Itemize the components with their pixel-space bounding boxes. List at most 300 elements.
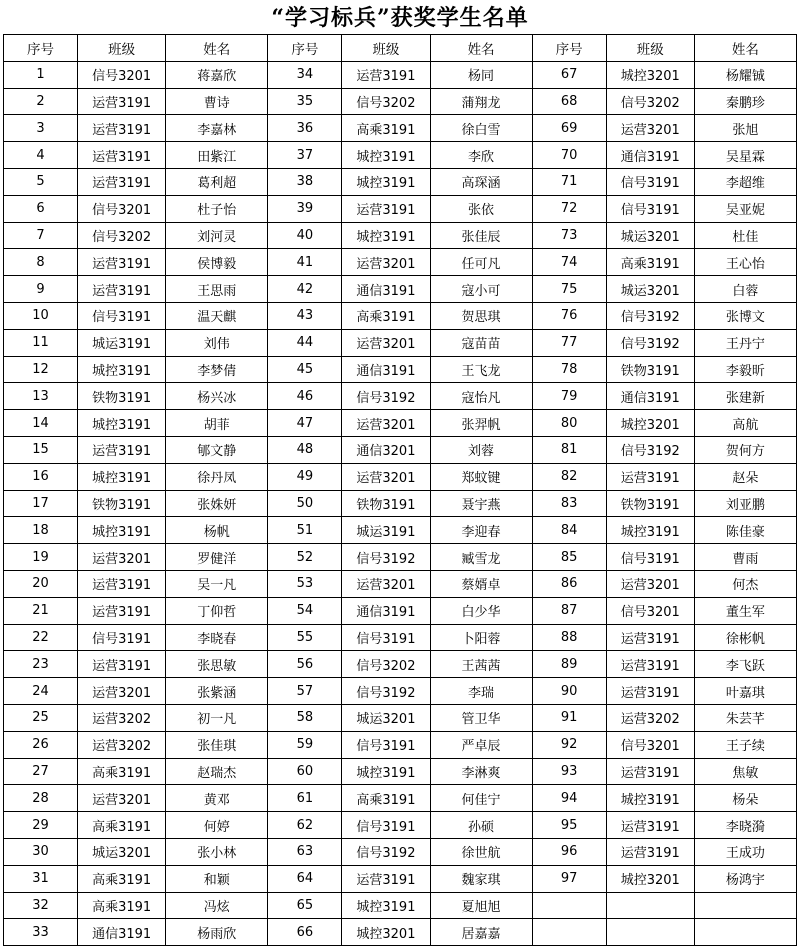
class-cell: 信号3192 [342, 838, 430, 865]
student-name-cell: 张小林 [166, 838, 268, 865]
table-row [4, 168, 797, 195]
student-name-cell: 曹雨 [694, 544, 796, 571]
class-cell: 高乘3191 [78, 812, 166, 839]
table-row [4, 249, 797, 276]
class-cell: 城控3201 [606, 410, 694, 437]
student-name-cell: 杜佳 [694, 222, 796, 249]
student-name-cell: 张依 [430, 195, 532, 222]
table-row [4, 812, 797, 839]
student-name-cell: 张建新 [694, 383, 796, 410]
row-number-cell: 54 [268, 597, 342, 624]
class-cell: 信号3192 [342, 678, 430, 705]
header-class: 班级 [78, 35, 166, 62]
row-number-cell: 52 [268, 544, 342, 571]
student-name-cell: 丁仰哲 [166, 597, 268, 624]
class-cell: 通信3201 [342, 436, 430, 463]
row-number-cell: 13 [4, 383, 78, 410]
student-name-cell: 严卓辰 [430, 731, 532, 758]
class-cell: 信号3191 [78, 624, 166, 651]
class-cell: 运营3201 [342, 410, 430, 437]
class-cell: 运营3191 [606, 463, 694, 490]
row-number-cell: 41 [268, 249, 342, 276]
student-name-cell: 张羿帆 [430, 410, 532, 437]
row-number-cell: 72 [532, 195, 606, 222]
header-student-name: 姓名 [430, 35, 532, 62]
class-cell: 运营3191 [342, 61, 430, 88]
row-number-cell: 76 [532, 302, 606, 329]
row-number-cell: 97 [532, 865, 606, 892]
class-cell: 运营3191 [78, 88, 166, 115]
class-cell: 信号3191 [606, 168, 694, 195]
student-name-cell: 高琛涵 [430, 168, 532, 195]
class-cell: 城运3201 [606, 222, 694, 249]
row-number-cell: 53 [268, 570, 342, 597]
class-cell: 信号3191 [606, 544, 694, 571]
student-name-cell: 王心怡 [694, 249, 796, 276]
student-name-cell: 臧雪龙 [430, 544, 532, 571]
student-name-cell: 张紫涵 [166, 678, 268, 705]
table-header-row [4, 35, 797, 62]
student-name-cell: 何佳宁 [430, 785, 532, 812]
class-cell: 运营3191 [78, 142, 166, 169]
row-number-cell: 64 [268, 865, 342, 892]
row-number-cell: 15 [4, 436, 78, 463]
table-row [4, 329, 797, 356]
row-number-cell: 89 [532, 651, 606, 678]
student-name-cell: 杨兴冰 [166, 383, 268, 410]
row-number-cell: 58 [268, 704, 342, 731]
student-name-cell: 徐丹凤 [166, 463, 268, 490]
row-number-cell: 4 [4, 142, 78, 169]
student-name-cell: 白蓉 [694, 276, 796, 303]
row-number-cell: 5 [4, 168, 78, 195]
row-number-cell: 73 [532, 222, 606, 249]
student-name-cell: 叶嘉琪 [694, 678, 796, 705]
class-cell: 信号3191 [342, 731, 430, 758]
row-number-cell: 2 [4, 88, 78, 115]
student-name-cell: 郇文静 [166, 436, 268, 463]
row-number-cell: 75 [532, 276, 606, 303]
row-number-cell: 84 [532, 517, 606, 544]
student-name-cell: 陈佳豪 [694, 517, 796, 544]
student-name-cell: 贺思琪 [430, 302, 532, 329]
table-row [4, 865, 797, 892]
class-cell: 运营3201 [78, 678, 166, 705]
class-cell: 信号3191 [342, 812, 430, 839]
row-number-cell: 8 [4, 249, 78, 276]
row-number-cell: 24 [4, 678, 78, 705]
class-cell: 城控3191 [342, 168, 430, 195]
row-number-cell: 14 [4, 410, 78, 437]
table-row [4, 61, 797, 88]
student-name-cell: 张佳琪 [166, 731, 268, 758]
class-cell: 高乘3191 [342, 302, 430, 329]
student-name-cell: 李毅昕 [694, 356, 796, 383]
class-cell: 通信3191 [342, 597, 430, 624]
row-number-cell: 78 [532, 356, 606, 383]
class-cell: 运营3201 [606, 570, 694, 597]
row-number-cell: 68 [532, 88, 606, 115]
student-name-cell: 王飞龙 [430, 356, 532, 383]
row-number-cell: 26 [4, 731, 78, 758]
student-name-cell: 李欣 [430, 142, 532, 169]
student-name-cell: 葛利超 [166, 168, 268, 195]
table-row [4, 731, 797, 758]
class-cell: 运营3191 [78, 651, 166, 678]
row-number-cell: 27 [4, 758, 78, 785]
student-name-cell: 王茜茜 [430, 651, 532, 678]
row-number-cell: 49 [268, 463, 342, 490]
class-cell: 通信3191 [78, 919, 166, 946]
row-number-cell: 50 [268, 490, 342, 517]
class-cell: 城运3201 [78, 838, 166, 865]
table-row [4, 517, 797, 544]
student-name-cell: 王丹宁 [694, 329, 796, 356]
class-cell: 运营3191 [78, 249, 166, 276]
student-name-cell: 聂宇燕 [430, 490, 532, 517]
student-name-cell: 徐世航 [430, 838, 532, 865]
class-cell: 通信3191 [342, 356, 430, 383]
class-cell: 铁物3191 [606, 356, 694, 383]
class-cell: 信号3201 [606, 731, 694, 758]
student-name-cell: 任可凡 [430, 249, 532, 276]
row-number-cell: 60 [268, 758, 342, 785]
student-name-cell: 董生军 [694, 597, 796, 624]
table-row [4, 758, 797, 785]
student-name-cell: 徐彬帆 [694, 624, 796, 651]
table-row [4, 383, 797, 410]
table-row [4, 838, 797, 865]
class-cell: 城控3191 [78, 517, 166, 544]
table-row [4, 195, 797, 222]
row-number-cell: 28 [4, 785, 78, 812]
student-name-cell: 杨帆 [166, 517, 268, 544]
row-number-cell: 77 [532, 329, 606, 356]
class-cell: 信号3202 [606, 88, 694, 115]
row-number-cell: 39 [268, 195, 342, 222]
row-number-cell: 61 [268, 785, 342, 812]
row-number-cell: 70 [532, 142, 606, 169]
row-number-cell: 93 [532, 758, 606, 785]
row-number-cell: 51 [268, 517, 342, 544]
header-row-number: 序号 [532, 35, 606, 62]
row-number-cell: 95 [532, 812, 606, 839]
class-cell: 信号3192 [606, 436, 694, 463]
class-cell: 城控3191 [342, 758, 430, 785]
class-cell: 高乘3191 [342, 785, 430, 812]
student-name-cell: 张旭 [694, 115, 796, 142]
student-name-cell: 吴一凡 [166, 570, 268, 597]
row-number-cell: 88 [532, 624, 606, 651]
student-name-cell: 杨耀铖 [694, 61, 796, 88]
table-row [4, 88, 797, 115]
class-cell: 铁物3191 [78, 383, 166, 410]
row-number-cell: 9 [4, 276, 78, 303]
student-name-cell: 黄邓 [166, 785, 268, 812]
row-number-cell: 69 [532, 115, 606, 142]
table-body [4, 61, 797, 945]
row-number-cell: 25 [4, 704, 78, 731]
row-number-cell: 79 [532, 383, 606, 410]
table-row [4, 356, 797, 383]
row-number-cell: 22 [4, 624, 78, 651]
student-name-cell: 李瑞 [430, 678, 532, 705]
row-number-cell: 86 [532, 570, 606, 597]
student-name-cell: 李淋爽 [430, 758, 532, 785]
class-cell: 运营3201 [342, 570, 430, 597]
student-name-cell: 王子续 [694, 731, 796, 758]
row-number-cell: 55 [268, 624, 342, 651]
class-cell: 城运3191 [342, 517, 430, 544]
student-name-cell: 胡菲 [166, 410, 268, 437]
row-number-cell: 33 [4, 919, 78, 946]
row-number-cell: 67 [532, 61, 606, 88]
student-name-cell: 寇苗苗 [430, 329, 532, 356]
class-cell: 高乘3191 [606, 249, 694, 276]
class-cell: 运营3202 [606, 704, 694, 731]
class-cell: 运营3191 [78, 597, 166, 624]
student-name-cell: 居嘉嘉 [430, 919, 532, 946]
row-number-cell [532, 919, 606, 946]
class-cell: 运营3191 [606, 838, 694, 865]
row-number-cell: 12 [4, 356, 78, 383]
student-name-cell: 焦敏 [694, 758, 796, 785]
student-name-cell: 杨同 [430, 61, 532, 88]
row-number-cell: 65 [268, 892, 342, 919]
row-number-cell: 17 [4, 490, 78, 517]
row-number-cell: 1 [4, 61, 78, 88]
student-name-cell: 曹诗 [166, 88, 268, 115]
student-name-cell: 田紫江 [166, 142, 268, 169]
student-name-cell: 刘亚鹏 [694, 490, 796, 517]
row-number-cell: 35 [268, 88, 342, 115]
class-cell: 城控3191 [606, 517, 694, 544]
student-name-cell: 和颖 [166, 865, 268, 892]
row-number-cell: 34 [268, 61, 342, 88]
row-number-cell: 10 [4, 302, 78, 329]
student-name-cell: 李嘉林 [166, 115, 268, 142]
class-cell: 城控3201 [606, 865, 694, 892]
student-name-cell: 刘蓉 [430, 436, 532, 463]
class-cell: 信号3191 [606, 195, 694, 222]
student-name-cell: 卜阳蓉 [430, 624, 532, 651]
table-row [4, 302, 797, 329]
student-name-cell: 何杰 [694, 570, 796, 597]
student-name-cell: 李迎春 [430, 517, 532, 544]
student-name-cell: 赵瑞杰 [166, 758, 268, 785]
student-name-cell: 张姝妍 [166, 490, 268, 517]
class-cell: 信号3201 [78, 195, 166, 222]
student-name-cell: 李晓漪 [694, 812, 796, 839]
class-cell: 信号3192 [342, 383, 430, 410]
class-cell: 运营3191 [342, 195, 430, 222]
student-name-cell: 刘伟 [166, 329, 268, 356]
row-number-cell: 85 [532, 544, 606, 571]
class-cell: 运营3201 [342, 463, 430, 490]
student-name-cell: 吴星霖 [694, 142, 796, 169]
class-cell: 城控3191 [606, 785, 694, 812]
class-cell: 高乘3191 [342, 115, 430, 142]
student-name-cell: 寇小可 [430, 276, 532, 303]
student-name-cell: 杨鸿宇 [694, 865, 796, 892]
class-cell: 运营3201 [606, 115, 694, 142]
student-name-cell: 贺何方 [694, 436, 796, 463]
student-name-cell: 冯炫 [166, 892, 268, 919]
class-cell: 运营3191 [78, 276, 166, 303]
class-cell: 运营3202 [78, 704, 166, 731]
class-cell: 运营3191 [78, 436, 166, 463]
row-number-cell: 90 [532, 678, 606, 705]
student-name-cell: 杨雨欣 [166, 919, 268, 946]
student-name-cell: 罗健洋 [166, 544, 268, 571]
student-name-cell: 杜子怡 [166, 195, 268, 222]
student-name-cell: 白少华 [430, 597, 532, 624]
student-name-cell: 秦鹏珍 [694, 88, 796, 115]
class-cell: 高乘3191 [78, 758, 166, 785]
row-number-cell: 45 [268, 356, 342, 383]
class-cell: 高乘3191 [78, 892, 166, 919]
class-cell: 铁物3191 [606, 490, 694, 517]
row-number-cell: 47 [268, 410, 342, 437]
class-cell: 信号3201 [606, 597, 694, 624]
row-number-cell: 23 [4, 651, 78, 678]
class-cell: 通信3191 [342, 276, 430, 303]
student-name-cell: 蒋嘉欣 [166, 61, 268, 88]
student-name-cell: 王成功 [694, 838, 796, 865]
class-cell: 通信3191 [606, 142, 694, 169]
student-name-cell: 魏家琪 [430, 865, 532, 892]
table-row [4, 704, 797, 731]
row-number-cell: 71 [532, 168, 606, 195]
class-cell: 运营3201 [78, 785, 166, 812]
class-cell: 城控3191 [342, 222, 430, 249]
class-cell: 铁物3191 [342, 490, 430, 517]
class-cell: 信号3202 [342, 88, 430, 115]
student-name-cell: 蔡婿卓 [430, 570, 532, 597]
row-number-cell: 43 [268, 302, 342, 329]
student-name-cell: 杨朵 [694, 785, 796, 812]
table-row [4, 142, 797, 169]
table-row [4, 597, 797, 624]
table-row [4, 463, 797, 490]
class-cell: 城运3201 [606, 276, 694, 303]
row-number-cell: 20 [4, 570, 78, 597]
row-number-cell: 6 [4, 195, 78, 222]
row-number-cell: 38 [268, 168, 342, 195]
class-cell: 城控3191 [78, 463, 166, 490]
student-name-cell: 李飞跃 [694, 651, 796, 678]
class-cell: 运营3201 [342, 249, 430, 276]
student-name-cell: 张思敏 [166, 651, 268, 678]
class-cell: 城控3191 [78, 356, 166, 383]
class-cell: 运营3191 [342, 865, 430, 892]
student-name-cell: 李晓春 [166, 624, 268, 651]
row-number-cell: 92 [532, 731, 606, 758]
student-name-cell: 初一凡 [166, 704, 268, 731]
document-title: “学习标兵”获奖学生名单 [271, 5, 529, 31]
class-cell: 运营3201 [78, 544, 166, 571]
row-number-cell: 87 [532, 597, 606, 624]
student-name-cell: 赵朵 [694, 463, 796, 490]
row-number-cell: 94 [532, 785, 606, 812]
class-cell: 运营3191 [606, 678, 694, 705]
row-number-cell: 32 [4, 892, 78, 919]
row-number-cell: 7 [4, 222, 78, 249]
student-name-cell: 孙硕 [430, 812, 532, 839]
row-number-cell: 56 [268, 651, 342, 678]
row-number-cell: 46 [268, 383, 342, 410]
student-name-cell: 李梦倩 [166, 356, 268, 383]
student-name-cell: 蒲翔龙 [430, 88, 532, 115]
class-cell: 信号3201 [78, 61, 166, 88]
student-name-cell: 张博文 [694, 302, 796, 329]
table-row [4, 276, 797, 303]
class-cell: 运营3191 [606, 758, 694, 785]
student-name-cell: 吴亚妮 [694, 195, 796, 222]
row-number-cell: 74 [532, 249, 606, 276]
row-number-cell: 16 [4, 463, 78, 490]
row-number-cell: 57 [268, 678, 342, 705]
class-cell: 运营3191 [78, 168, 166, 195]
class-cell: 信号3192 [606, 302, 694, 329]
row-number-cell: 36 [268, 115, 342, 142]
class-cell: 城控3191 [78, 410, 166, 437]
class-cell: 城控3201 [342, 919, 430, 946]
class-cell: 运营3191 [78, 570, 166, 597]
row-number-cell: 82 [532, 463, 606, 490]
student-name-cell: 王思雨 [166, 276, 268, 303]
table-row [4, 919, 797, 946]
row-number-cell: 31 [4, 865, 78, 892]
row-number-cell: 59 [268, 731, 342, 758]
student-name-cell: 刘河灵 [166, 222, 268, 249]
class-cell: 城控3201 [606, 61, 694, 88]
student-name-cell [694, 919, 796, 946]
table-row [4, 678, 797, 705]
student-name-cell: 徐白雪 [430, 115, 532, 142]
class-cell [606, 919, 694, 946]
class-cell: 高乘3191 [78, 865, 166, 892]
class-cell: 信号3191 [342, 624, 430, 651]
header-class: 班级 [342, 35, 430, 62]
student-roster-table [3, 34, 797, 946]
row-number-cell: 21 [4, 597, 78, 624]
student-name-cell: 郑蚊键 [430, 463, 532, 490]
class-cell: 运营3191 [78, 115, 166, 142]
student-name-cell: 管卫华 [430, 704, 532, 731]
table-row [4, 544, 797, 571]
class-cell: 信号3192 [342, 544, 430, 571]
row-number-cell: 42 [268, 276, 342, 303]
table-row [4, 490, 797, 517]
header-student-name: 姓名 [694, 35, 796, 62]
student-name-cell: 夏旭旭 [430, 892, 532, 919]
student-name-cell: 寇怡凡 [430, 383, 532, 410]
table-row [4, 410, 797, 437]
row-number-cell: 63 [268, 838, 342, 865]
class-cell: 通信3191 [606, 383, 694, 410]
row-number-cell: 19 [4, 544, 78, 571]
row-number-cell: 62 [268, 812, 342, 839]
student-name-cell: 何婷 [166, 812, 268, 839]
row-number-cell: 81 [532, 436, 606, 463]
class-cell: 城控3191 [342, 142, 430, 169]
row-number-cell: 40 [268, 222, 342, 249]
row-number-cell: 29 [4, 812, 78, 839]
row-number-cell: 44 [268, 329, 342, 356]
table-row [4, 624, 797, 651]
class-cell: 运营3191 [606, 624, 694, 651]
